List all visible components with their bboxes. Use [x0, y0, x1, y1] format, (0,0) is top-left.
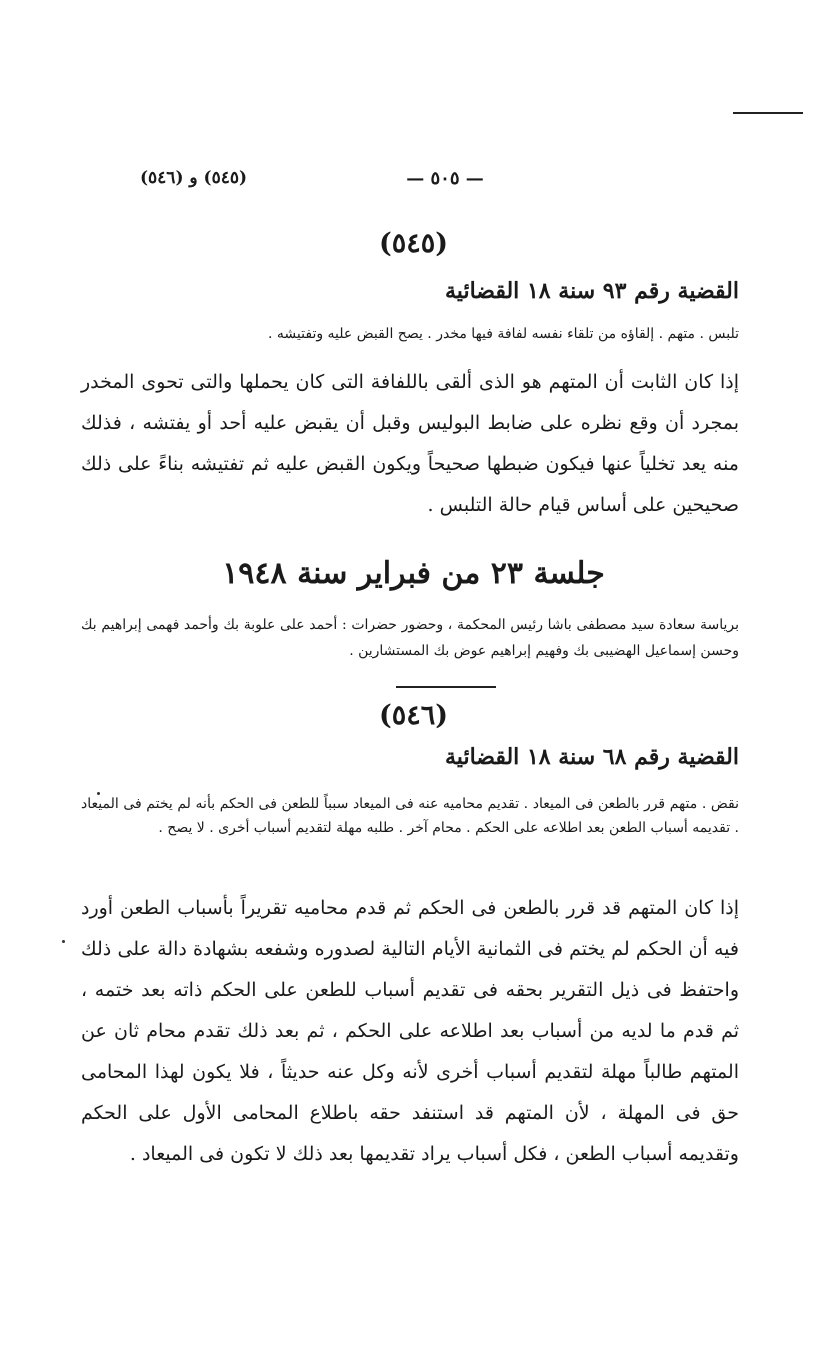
case-546-body: إذا كان المتهم قد قرر بالطعن فى الحكم ثم قدم محاميه تقريراً بأسباب الطعن أورد فيه أن الحكم لم يختم فى الثمانية الأيام التالية لصدوره وشفعه بشهادة دالة على ذلك واحتفظ فى ذيل التقرير بحقه فى تقديم أسباب للطعن على الحكم ذاته بعد ختمه ، ثم قدم ما لديه من أسباب بعد اطلاعه على الحكم ، ثم بعد ذلك تقدم محام ثان عن المتهم طالباً مهلة لتقديم أسباب أخرى لأنه وكل عنه حديثاً ، فلا يكون لهذا المحامى حق فى المهلة ، لأن المتهم قد استنفد حقه باطلاع المحامى الأول على الحكم وتقديمه أسباب الطعن ، فكل أسباب يراد تقديمها بعد ذلك لا تكون فى الميعاد . [81, 897, 739, 1165]
page-number: — ٥٠٥ — [406, 168, 484, 189]
page-header [140, 168, 745, 198]
case-545-number: (٥٤٥) [378, 228, 449, 259]
case-546-title: القضية رقم ٦٨ سنة ١٨ القضائية [445, 744, 739, 770]
case-545-summary: تلبس . متهم . إلقاؤه من تلقاء نفسه لفافة فيها مخدر . يصح القبض عليه وتفتيشه . [268, 326, 739, 342]
stray-mark [97, 792, 100, 795]
case-546-number: (٥٤٦) [378, 700, 449, 731]
header-case-refs: (٥٤٥) و (٥٤٦) [140, 168, 248, 188]
session-presidency: برياسة سعادة سيد مصطفى باشا رئيس المحكمة ، وحضور حضرات : أحمد على علوبة بك وأحمد فهمى إبراهيم بك وحسن إسماعيل الهضيبى بك وفهيم إبراهيم عوض بك المستشارين . [81, 617, 739, 659]
session-title: جلسة ٢٣ من فبراير سنة ١٩٤٨ [222, 556, 605, 591]
case-546-summary: نقض . متهم قرر بالطعن فى الميعاد . تقديم محاميه عنه فى الميعاد سبباً للطعن فى الحكم بأنه لم يختم فى الميعاد . تقديمه أسباب الطعن بعد اطلاعه على الحكم . محام آخر . طلبه مهلة لتقديم أسباب أخرى . لا يصح . [81, 796, 739, 836]
section-divider [396, 686, 496, 688]
stray-mark [62, 940, 65, 943]
case-545-body: إذا كان الثابت أن المتهم هو الذى ألقى باللفافة التى كان يحملها والتى تحوى المخدر بمجرد أن وقع نظره على ضابط البوليس وقبل أن يقبض عليه أحد أو يفتشه ، فذلك منه يعد تخلياً عنها فيكون ضبطها صحيحاً ويكون القبض عليه ثم تفتيشه بناءً على ذلك صحيحين على أساس قيام حالة التلبس . [81, 371, 739, 516]
top-rule [733, 112, 803, 114]
case-545-title: القضية رقم ٩٣ سنة ١٨ القضائية [445, 278, 739, 304]
